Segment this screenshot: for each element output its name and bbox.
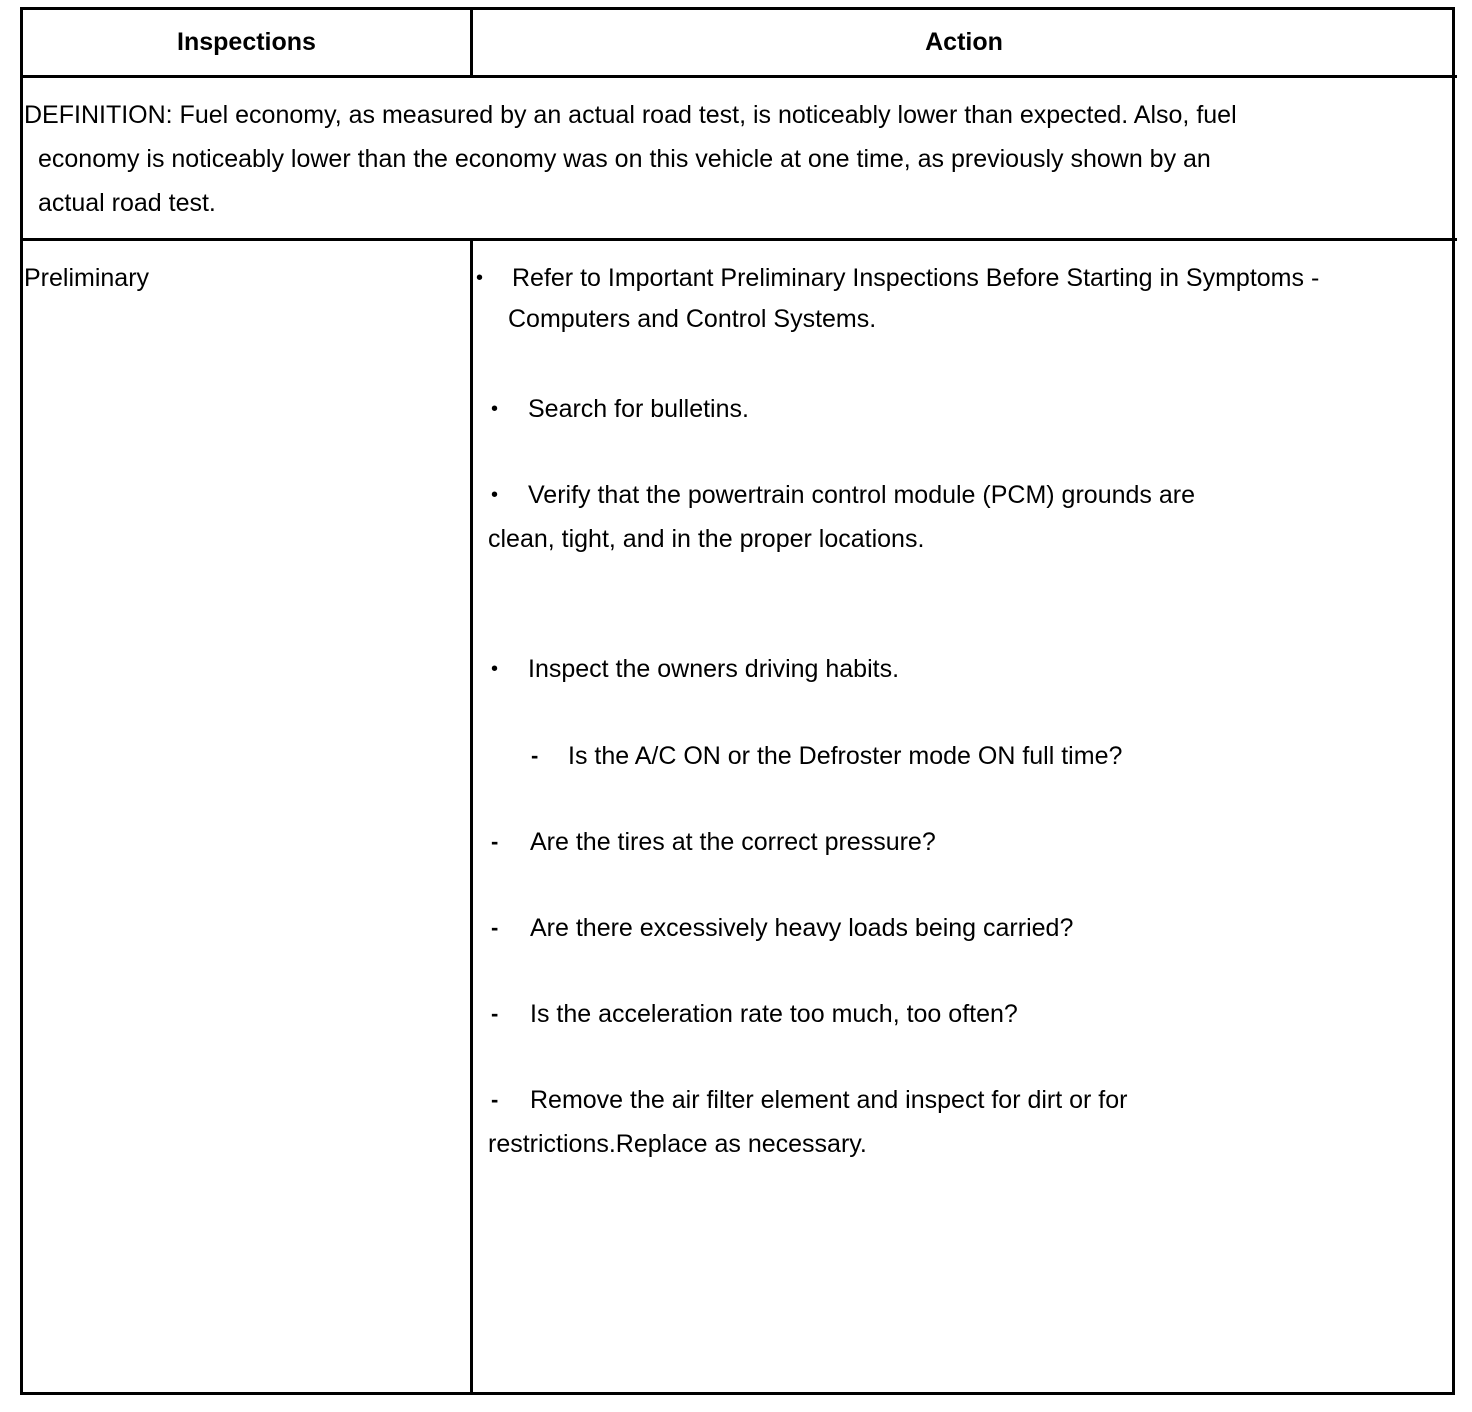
action-refer-line-1: Refer to Important Preliminary Inspections Before Starting in Symptoms - [512, 264, 1320, 292]
action-loads: Are there excessively heavy loads being carried? [530, 914, 1074, 942]
action-pcm-line-2: clean, tight, and in the proper locations. [488, 525, 925, 553]
definition-line-1: DEFINITION: Fuel economy, as measured by an actual road test, is noticeably lower than expected. Also, fuel [24, 101, 1237, 129]
body-column-divider [470, 240, 473, 1395]
dash-icon: - [491, 829, 499, 854]
dash-icon: - [491, 1001, 499, 1026]
action-bulletins: Search for bulletins. [528, 395, 749, 423]
action-filter-line-2: restrictions.Replace as necessary. [488, 1130, 867, 1158]
header-inspections: Inspections [177, 28, 316, 56]
bullet-icon: • [491, 658, 499, 680]
definition-line-2: economy is noticeably lower than the economy was on this vehicle at one time, as previously shown by an [38, 145, 1211, 173]
action-habits: Inspect the owners driving habits. [528, 655, 900, 683]
definition-divider [20, 238, 1457, 241]
dash-icon: - [491, 915, 499, 940]
action-filter-line-1: Remove the air filter element and inspect for dirt or for [530, 1086, 1128, 1114]
bullet-icon: • [491, 398, 499, 420]
bullet-icon: • [476, 267, 484, 289]
definition-line-3: actual road test. [38, 189, 216, 217]
dash-icon: - [491, 1087, 499, 1112]
header-divider [20, 75, 1457, 78]
table-frame [20, 7, 1455, 1395]
action-accel: Is the acceleration rate too much, too often? [530, 1000, 1018, 1028]
action-refer-line-2: Computers and Control Systems. [508, 305, 877, 333]
bullet-icon: • [491, 484, 499, 506]
header-action: Action [925, 28, 1003, 56]
action-pcm-line-1: Verify that the powertrain control module (PCM) grounds are [528, 481, 1195, 509]
inspection-preliminary: Preliminary [24, 264, 150, 292]
action-tires: Are the tires at the correct pressure? [530, 828, 936, 856]
action-ac: Is the A/C ON or the Defroster mode ON full time? [568, 742, 1123, 770]
dash-icon: - [531, 743, 539, 768]
